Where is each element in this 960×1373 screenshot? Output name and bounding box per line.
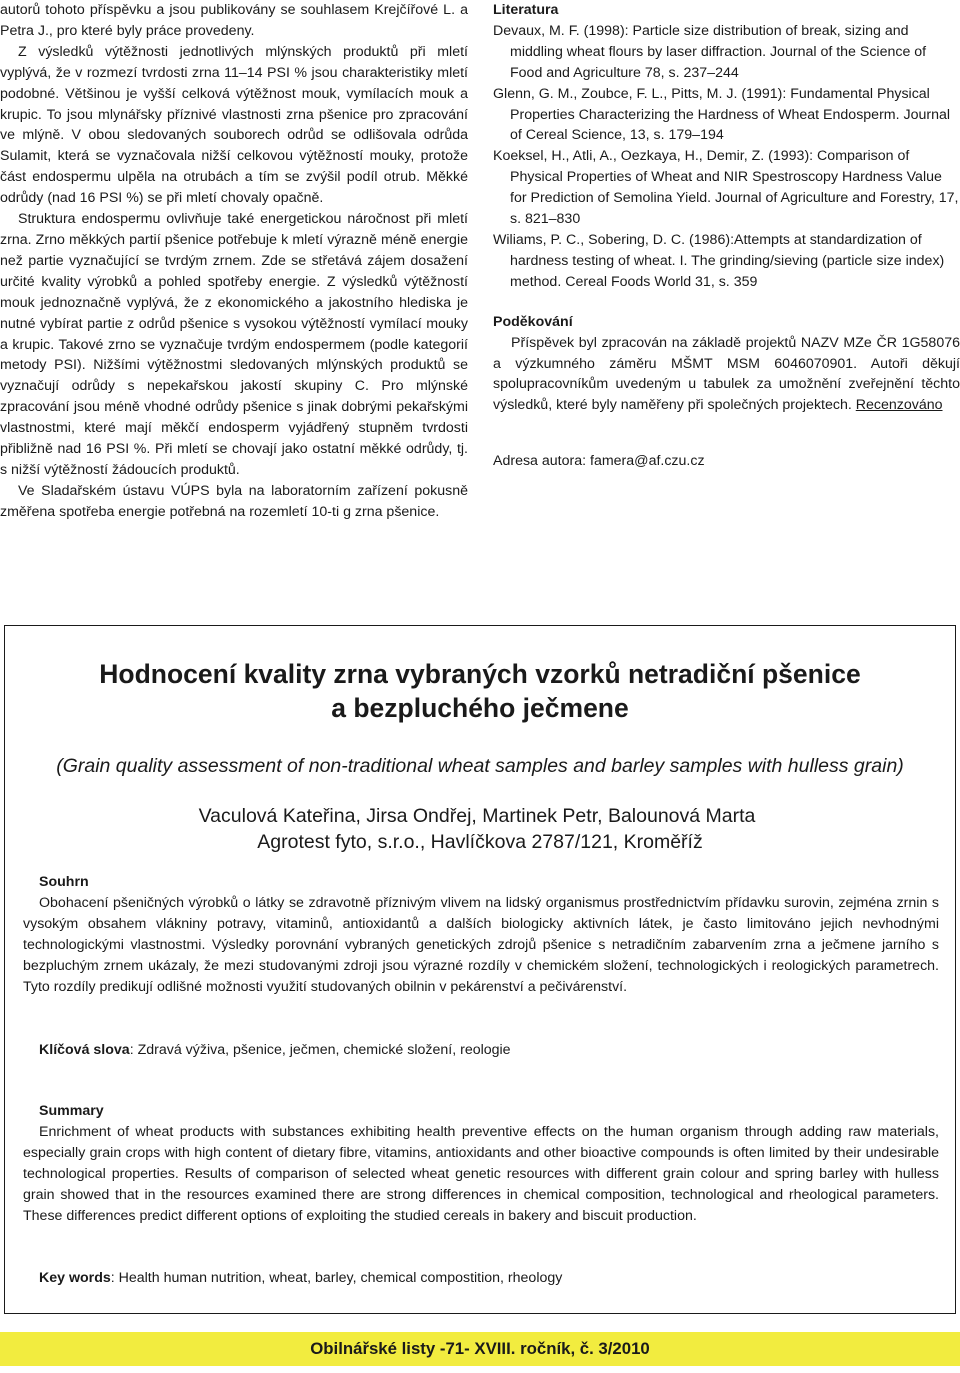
article-title-line-1: Hodnocení kvality zrna vybraných vzorků netradiční pšenice <box>99 659 861 689</box>
article-title-line-2: a bezpluchého ječmene <box>331 693 629 723</box>
reference-item: Glenn, G. M., Zoubce, F. L., Pitts, M. J. (1991): Fundamental Physical Properties Characterizing the Hardness of Wheat Endosperm. Journal of Cereal Science, 13, s. 179–194 <box>493 85 951 144</box>
abstract-cz-text: Obohacení pšeničných výrobků o látky se zdravotně příznivým vlivem na lidský organismus prostřednictvím přídavku surovin, zejména zrnin s vysokým obsahem vlákniny potravy, vitaminů, antioxidantů a dalších biologicky aktivních látek, je často limitováno jejich nevhodnými technologickými vlastnostmi. Výsledky porovnání vybraných genetických zdrojů pšenice s netradičním zabarvením zrna a ječmene jarního s bezpluchým zrnem ukázaly, že mezi studovanými zdroji jsou výrazné rozdíly v chemickém složení, technologických i reologických parametrech. Tyto rozdíly predikují odlišné možnosti využití studovaných obilnin v pekárenství a pečivárenství. <box>23 894 939 995</box>
article-subtitle: (Grain quality assessment of non-traditional wheat samples and barley samples with hulless grain) <box>56 755 904 777</box>
article-affiliation: Agrotest fyto, s.r.o., Havlíčkova 2787/121, Kroměříž <box>257 831 703 853</box>
acknowledgement-paragraph <box>493 333 960 417</box>
article-title <box>0 657 960 725</box>
keywords-en-label: Key words <box>39 1270 111 1286</box>
references-heading: Literatura <box>493 2 559 18</box>
keywords-cz <box>39 1040 511 1061</box>
reviewed-label: Recenzováno <box>855 397 943 414</box>
right-column <box>493 0 960 472</box>
keywords-en-text: : Health human nutrition, wheat, barley, chemical compostition, rheology <box>110 1270 563 1286</box>
article-authors-block <box>0 803 960 855</box>
acknowledgement-heading: Poděkování <box>493 313 573 330</box>
reference-item: Wiliams, P. C., Sobering, D. C. (1986):Attempts at standardization of hardness testing of wheat. I. The grinding/sieving (particle size index) method. Cereal Foods World 31, s. 359 <box>493 231 945 290</box>
abstract-cz-heading: Souhrn <box>39 874 89 890</box>
left-column <box>0 0 468 523</box>
body-paragraph: Z výsledků výtěžnosti jednotlivých mlýnských produktů při mletí vyplývá, že v rozmezí tvrdosti zrna 11–14 PSI % jsou charakteristiky mletí podobné. Většinou je vyšší celková výtěžnost mouk, vymílacích mouk a krupic. To jsou mlynářsky příznivé vlastnosti zrna pšenice pro zpracování ve mlýně. V obou sledovaných souborech odrůd se odlišovala odrůda Sulamit, která se vyznačovala nižší celkovou výtěžností mouky, protože část endospermu ulpěla na otrubách a tím se zvýšil podíl otrub. Měkké odrůdy (nad 16 PSI %) se při mletí chovaly opačně. <box>0 43 468 207</box>
body-paragraph: autorů tohoto příspěvku a jsou publikovány se souhlasem Krejčířové L. a Petra J., pro které byly práce provedeny. <box>0 2 468 39</box>
abstract-en-heading: Summary <box>39 1103 104 1119</box>
abstract-en <box>23 1101 939 1226</box>
abstract-en-text: Enrichment of wheat products with substances exhibiting health preventive effects on the human organism through adding raw materials, especially grain crops with high content of dietary fibre, vitamins, antioxidants and other bioactive compounds is often limited by their undesirable technological properties. Results of comparison of selected wheat genetic resources with different grain colour and spring barley with hulless grain showed that in the resources examined there are strong differences in chemical composition, technological and rheological parameters. These differences predict different options of exploiting the studied cereals in bakery and biscuit production. <box>23 1123 939 1224</box>
acknowledgement-text: Příspěvek byl zpracován na základě projektů NAZV MZe ČR 1G58076 a výzkumného záměru MŠMT MSM 6046070901. Autoři děkují spolupracovníkům uvedeným u tabulek za umožnění zveřejnění těchto výsledků, které byly naměřeny při společných projektech. <box>493 334 960 414</box>
keywords-cz-text: : Zdravá výživa, pšenice, ječmen, chemické složení, reologie <box>129 1042 511 1058</box>
keywords-en <box>39 1268 562 1289</box>
body-paragraph: Ve Sladařském ústavu VÚPS byla na laboratorním zařízení pokusně změřena spotřeba energie potřebná na rozemletí 10-ti g zrna pšenice. <box>0 482 468 520</box>
body-paragraph: Struktura endospermu ovlivňuje také energetickou náročnost při mletí zrna. Zrno měkkých partií pšenice potřebuje k mletí výrazně méně energie než partie vyznačující se tvrdým zrnem. Zde se střetává zájem dosažení určité kvality výrobků a pohled spotřeby energie. Z výsledků výtěžností mouk jednoznačně vyplývá, že z ekonomického a jakostního hlediska je nutné vybírat partie z odrůd pšenice s vysokou výtěžností vymílací mouky a krupic. Takové zrno se vyznačuje tvrdým endospermem (podle kategorií metody PSI). Nižšími výtěžnostmi sledovaných mlýnských produktů se vyznačují odrůdy s nepekařskou jakostí skupiny C. Pro mlýnské zpracování jsou méně vhodné odrůdy pšenice s jinak dobrými pekařskými vlastnostmi, které mají měkčí endosperm vyjádřený stupněm tvrdosti přibližně nad 16 PSI %. Při mletí se chovají jako ostatní měkké odrůdy, tj. s nižší výtěžností žádoucích produktů. <box>0 211 468 478</box>
keywords-cz-label: Klíčová slova <box>39 1042 130 1058</box>
author-address: Adresa autora: famera@af.czu.cz <box>493 453 705 470</box>
abstract-cz <box>23 872 939 997</box>
reference-item: Koeksel, H., Atli, A., Oezkaya, H., Demir, Z. (1993): Comparison of Physical Properties of Wheat and NIR Spestroscopy Hardness Value for Prediction of Semolina Yield. Journal of Agriculture and Forestry, 17, s. 821–830 <box>493 148 959 228</box>
article-authors: Vaculová Kateřina, Jirsa Ondřej, Martinek Petr, Balounová Marta <box>198 805 756 827</box>
journal-footer: Obilnářské listy -71- XVIII. ročník, č. 3/2010 <box>0 1332 960 1366</box>
reference-item: Devaux, M. F. (1998): Particle size distribution of break, sizing and middling wheat flours by laser diffraction. Journal of the Science of Food and Agriculture 78, s. 237–244 <box>493 22 927 81</box>
